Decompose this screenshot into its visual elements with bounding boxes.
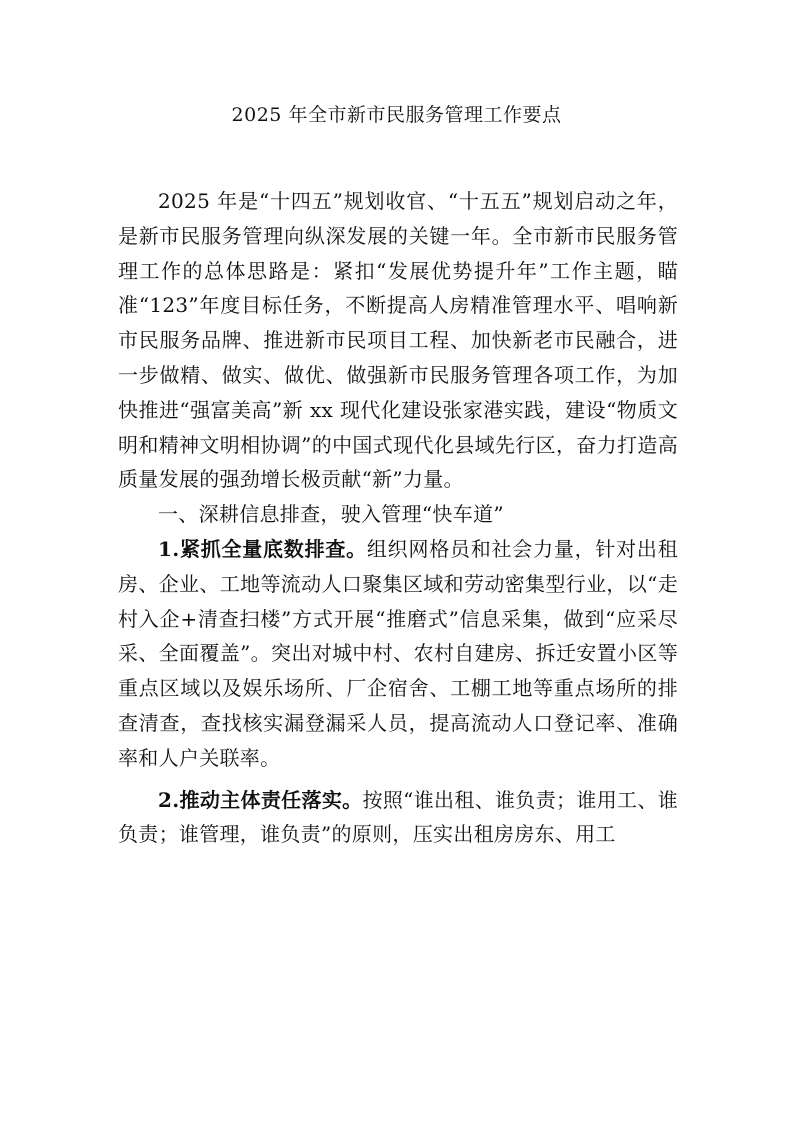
item-lead-2: 2.推动主体责任落实。 xyxy=(158,787,363,812)
item-text-2: 按照“谁出租、谁负责；谁用工、谁负责；谁管理，谁负责”的原则，压实出租房房东、用工 xyxy=(118,787,678,847)
document-body xyxy=(118,184,678,852)
section-heading-1: 一、深耕信息排查，驶入管理“快车道” xyxy=(158,502,504,527)
item-text-1: 组织网格员和社会力量，针对出租房、企业、工地等流动人口聚集区域和劳动密集型行业，以“走村入企+清查扫楼”方式开展“推磨式”信息采集，做到“应采尽采、全面覆盖”。突出对城中村、农村自建房、拆迁安置小区等重点区域以及娱乐场所、厂企宿舍、工棚工地等重点场所的排查清查，查找核实漏登漏采人员，提高流动人口登记率、准确率和人户关联率。 xyxy=(118,536,679,770)
item-paragraph-1 xyxy=(118,532,678,776)
intro-paragraph: 2025 年是“十四五”规划收官、“十五五”规划启动之年，是新市民服务管理向纵深发展的关键一年。全市新市民服务管理工作的总体思路是：紧扣“发展优势提升年”工作主题，瞄准“123”年度目标任务，不断提高人房精准管理水平、唱响新市民服务品牌、推进新市民项目工程、加快新老市民融合，进一步做精、做实、做优、做强新市民服务管理各项工作，为加快推进“强富美高”新 xx 现代化建设张家港实践，建设“物质文明和精神文明相协调”的中国式现代化县域先行区，奋力打造高质量发展的强劲增长极贡献“新”力量。 xyxy=(118,189,678,492)
document-title: 2025 年全市新市民服务管理工作要点 xyxy=(231,104,562,126)
item-lead-1: 1.紧抓全量底数排查。 xyxy=(158,536,367,561)
item-paragraph-2 xyxy=(118,783,678,853)
